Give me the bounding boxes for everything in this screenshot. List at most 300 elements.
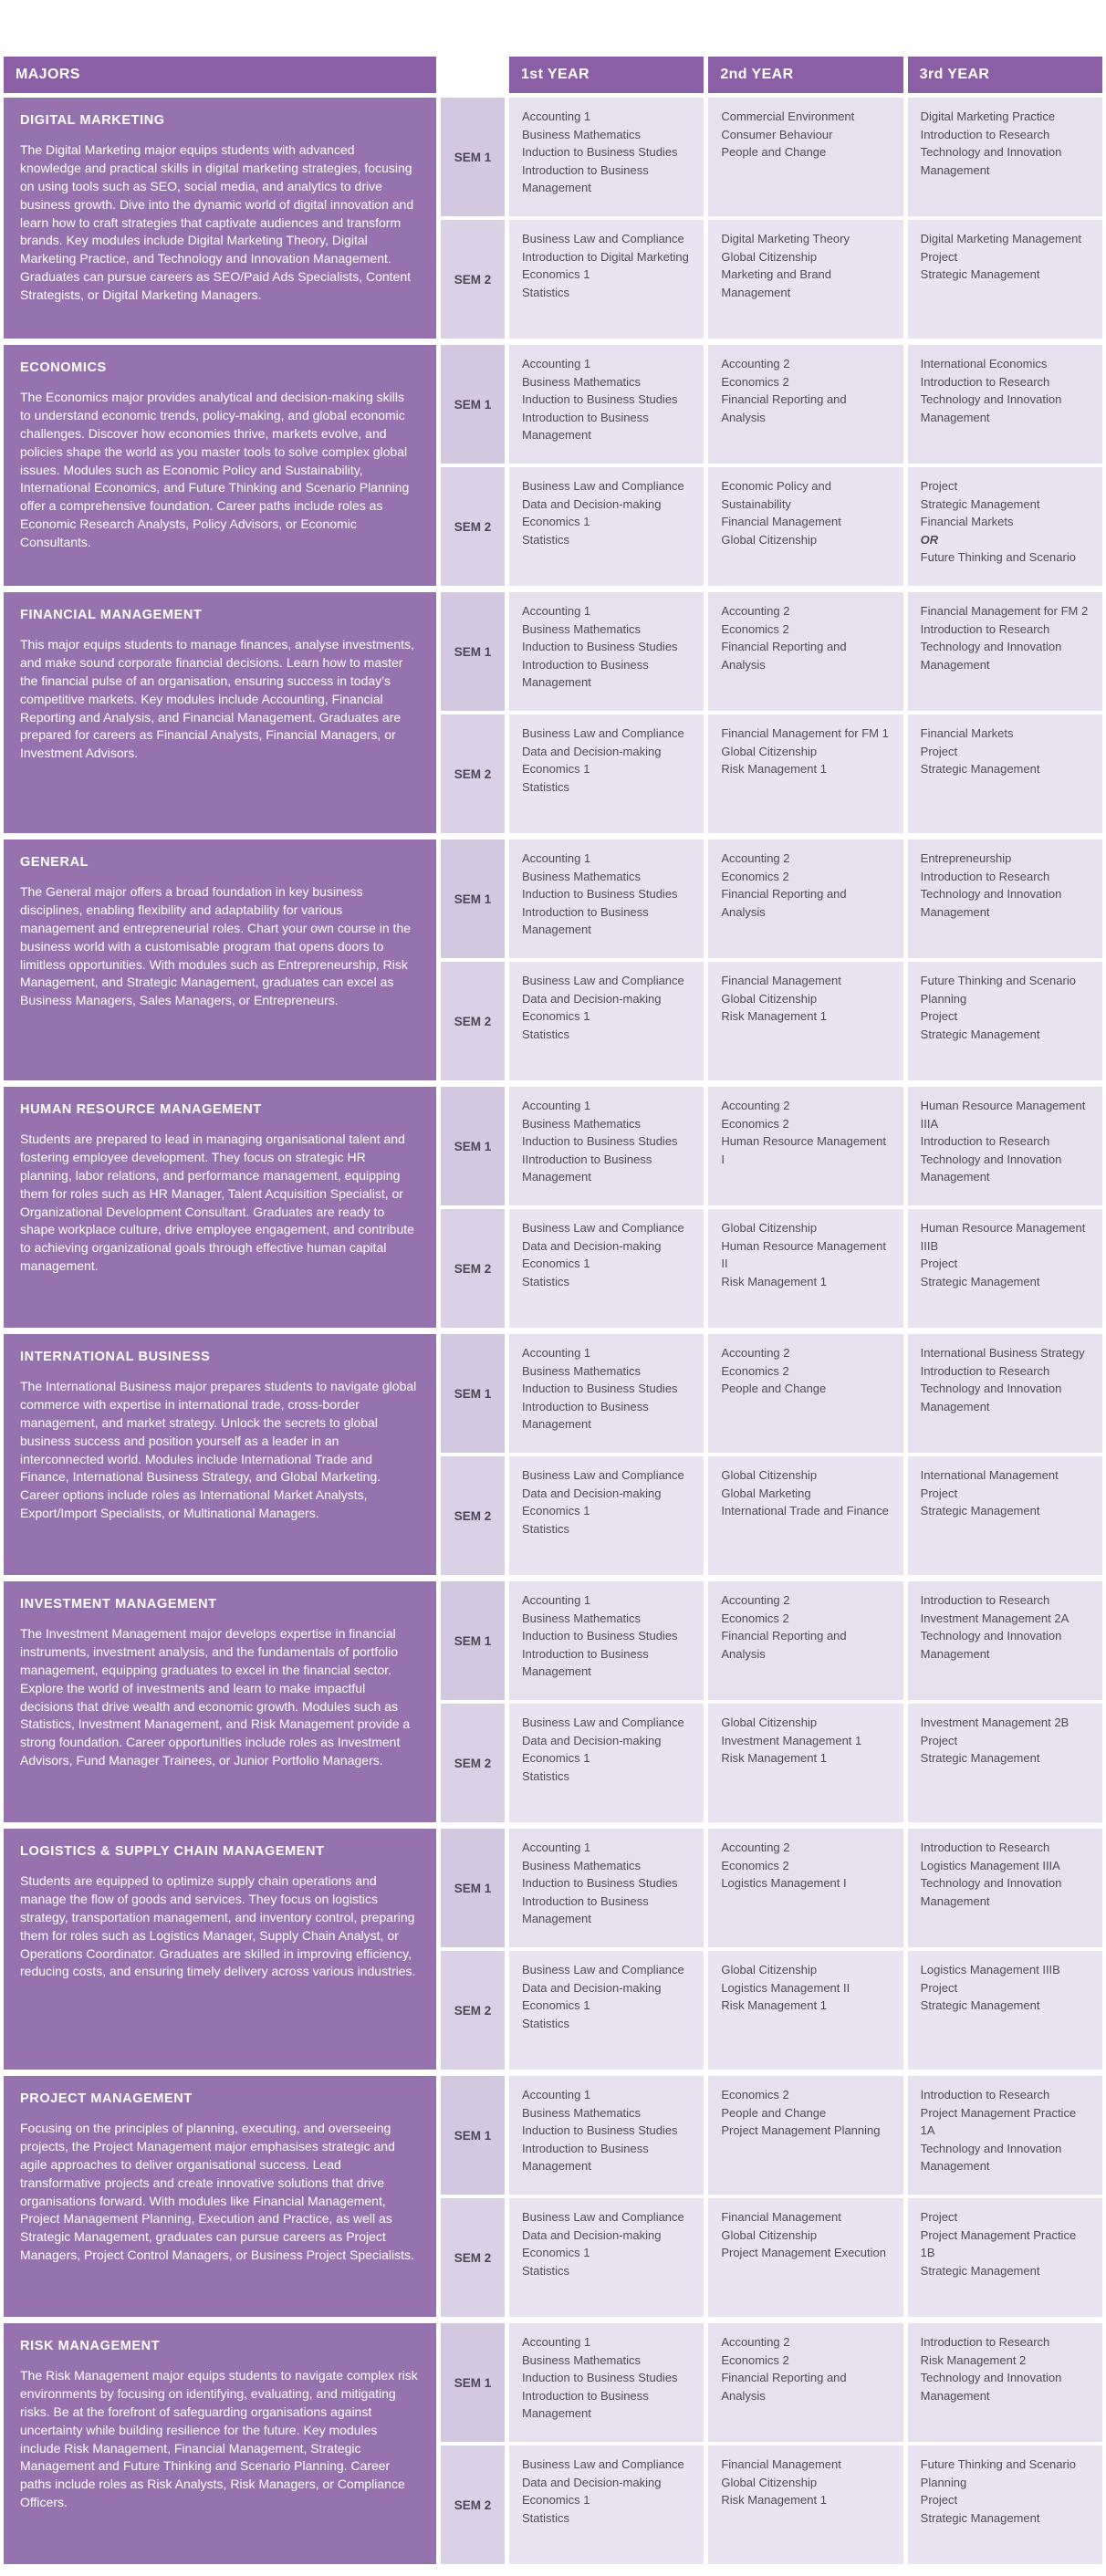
or-divider: OR	[920, 532, 939, 547]
module-item: Technology and Innovation Management	[920, 2141, 1062, 2173]
sem2-year2-modules	[708, 962, 903, 1080]
sem2-cell	[441, 1951, 505, 2070]
sem2-year2-modules	[708, 2446, 903, 2564]
major-title: FINANCIAL MANAGEMENT	[20, 608, 203, 622]
sem1-year3-modules	[908, 1829, 1102, 1947]
major-description-cell	[4, 1334, 436, 1575]
module-item: Induction to Business Studies	[522, 392, 678, 406]
sem2-year2-modules	[708, 1951, 903, 2070]
module-item: Global Citizenship	[721, 1716, 818, 1729]
module-item: Logistics Management IIIB	[920, 1963, 1060, 1976]
sem2-year3-modules	[908, 1209, 1102, 1328]
module-item: Accounting 1	[522, 1346, 591, 1360]
module-item: Future Thinking and Scenario Planning	[920, 974, 1076, 1006]
sem1-year2-modules	[708, 1829, 903, 1947]
sem2-cell	[441, 1704, 505, 1822]
module-item: Risk Management 1	[721, 1009, 827, 1023]
module-item: Induction to Business Studies	[522, 640, 678, 653]
sem1-label: SEM 1	[454, 2375, 492, 2390]
module-item: Business Law and Compliance	[522, 2457, 684, 2471]
sem2-year3-modules	[908, 2198, 1102, 2317]
module-item: Risk Management 2	[920, 2352, 1027, 2367]
sem2-year2-modules	[708, 1456, 903, 1575]
sem1-year3-modules	[908, 1087, 1102, 1205]
table-header	[4, 57, 1102, 93]
module-item: Accounting 2	[721, 357, 790, 370]
module-item: Financial Management for FM 1	[721, 726, 889, 740]
module-item: International Economics	[920, 357, 1048, 370]
sem1-year2-modules	[708, 592, 903, 711]
module-item: Economics 1	[522, 2246, 590, 2259]
major-description: The Investment Management major develops expertise in financial instruments, investment analysis, and the fundamentals of portfolio management, equipping graduates to excel in the financial sector. Explore the world of investments and learn to make impactful decisions that drive wealth and economic growth. Modules such as Statistics, Investment Management, and Risk Management provide a strong foundation. Career opportunities include roles as Investment Advisors, Fund Manager Trainees, or Junior Portfolio Managers.	[20, 1626, 411, 1768]
sem1-label: SEM 1	[454, 2128, 492, 2143]
module-item: Global Citizenship	[721, 991, 818, 1006]
major-description: The International Business major prepares students to navigate global commerce with expertise in international trade, cross-border management, and market strategy. Unlock the secrets to global business success and position yourself as a leader in an interconnected world. Modules include International Trade and Finance, International Business Strategy, and Global Marketing. Career options include roles as International Market Analysts, Export/Import Specialists, or Multinational Managers.	[20, 1379, 417, 1521]
sem2-year3-modules	[908, 962, 1102, 1080]
sem2-cell	[441, 467, 505, 586]
sem2-year1-modules	[509, 1951, 704, 2070]
sem2-year1-modules	[509, 220, 704, 339]
module-item: People and Change	[721, 145, 827, 159]
major-row	[4, 840, 1102, 1080]
module-item: Introduction to Research	[920, 2335, 1050, 2349]
module-item: Introduction to Research	[920, 621, 1050, 636]
module-item: Financial Reporting and Analysis	[721, 640, 847, 672]
module-item: Global Citizenship	[721, 1221, 818, 1235]
sem2-year3-modules	[908, 1456, 1102, 1575]
sem1-year2-modules	[708, 2323, 903, 2442]
module-item: Technology and Innovation Management	[920, 1876, 1062, 1908]
sem1-year2-modules	[708, 2076, 903, 2195]
sem2-year2-modules	[708, 220, 903, 339]
sem1-cell	[441, 592, 505, 711]
major-title: RISK MANAGEMENT	[20, 2339, 161, 2353]
module-item: Accounting 2	[721, 604, 790, 618]
module-item: Financial Markets	[920, 726, 1014, 740]
module-item: Business Law and Compliance	[522, 726, 684, 740]
module-item: Human Resource Management II	[721, 1238, 886, 1270]
module-item: Strategic Management	[920, 1504, 1040, 1517]
module-item: Strategic Management	[920, 1751, 1040, 1765]
module-item: Strategic Management	[920, 1998, 1040, 2012]
module-item: Economics 2	[721, 374, 789, 389]
module-item: Introduction to Business Management	[522, 162, 649, 194]
sem1-label: SEM 1	[454, 1386, 492, 1401]
module-item: Introduction to Business Management	[522, 2388, 649, 2420]
module-item: Project	[920, 1733, 958, 1747]
sem1-label: SEM 1	[454, 150, 492, 164]
module-item: International Business Strategy	[920, 1346, 1085, 1360]
sem1-cell	[441, 2323, 505, 2442]
sem1-year1-modules	[509, 345, 704, 464]
module-item: Consumer Behaviour	[721, 127, 833, 141]
module-item: Economics 1	[522, 2493, 590, 2507]
module-item: Accounting 2	[721, 1593, 790, 1607]
module-item: Economics 1	[522, 1504, 590, 1517]
module-item: Business Mathematics	[522, 2105, 642, 2120]
sem2-label: SEM 2	[454, 1261, 492, 1276]
module-item: Accounting 1	[522, 110, 591, 123]
sem1-year1-modules	[509, 840, 704, 958]
sem2-year1-modules	[509, 1704, 704, 1822]
module-item: Introduction to Research	[920, 1841, 1050, 1854]
module-item: Economics 2	[721, 1363, 789, 1378]
module-item: Commercial Environment	[721, 110, 855, 123]
module-item: Data and Decision-making	[522, 1980, 662, 1995]
module-item: International Trade and Finance	[721, 1504, 889, 1517]
module-item: Accounting 2	[721, 2335, 790, 2349]
sem2-year1-modules	[509, 1456, 704, 1575]
module-item: Risk Management 1	[721, 1998, 827, 2012]
module-item: Economics 2	[721, 1858, 789, 1872]
module-item: Business Law and Compliance	[522, 974, 684, 987]
module-item: Business Mathematics	[522, 1858, 642, 1872]
module-item: Technology and Innovation Management	[920, 1629, 1062, 1661]
sem1-label: SEM 1	[454, 1881, 492, 1895]
module-item: Economics 1	[522, 1257, 590, 1270]
sem2-year3-modules	[908, 1704, 1102, 1822]
sem-header-spacer	[441, 57, 505, 93]
module-item: Accounting 1	[522, 2335, 591, 2349]
sem1-year1-modules	[509, 592, 704, 711]
sem2-label: SEM 2	[454, 2003, 492, 2018]
module-item: Business Mathematics	[522, 621, 642, 636]
sem1-year1-modules	[509, 1087, 704, 1205]
sem2-cell	[441, 2198, 505, 2317]
module-item: Global Marketing	[721, 1486, 811, 1500]
module-item: Accounting 2	[721, 1346, 790, 1360]
sem2-cell	[441, 1209, 505, 1328]
major-description: The Economics major provides analytical and decision-making skills to understand economic trends, policy-making, and global economic challenges. Discover how economies thrive, markets evolve, and policies shape the world as you master tools to solve complex global issues. Modules such as Economic Policy and Sustainability, International Economics, and Future Thinking and Scenario Planning offer a comprehensive foundation. Career paths include roles as Economic Research Analysts, Policy Advisors, or Economic Consultants.	[20, 390, 410, 549]
module-item: Accounting 1	[522, 1593, 591, 1607]
module-item: International Management	[920, 1468, 1059, 1482]
major-description-cell	[4, 1581, 436, 1822]
module-item: Project	[920, 1257, 958, 1270]
sem1-cell	[441, 1087, 505, 1205]
sem1-cell	[441, 1829, 505, 1947]
module-item: Data and Decision-making	[522, 744, 662, 758]
sem2-label: SEM 2	[454, 519, 492, 534]
sem1-cell	[441, 2076, 505, 2195]
module-item: Data and Decision-making	[522, 2475, 662, 2489]
module-item: Induction to Business Studies	[522, 1382, 678, 1395]
module-item: People and Change	[721, 1382, 827, 1395]
module-item: Introduction to Business Management	[522, 2141, 649, 2173]
module-item: Data and Decision-making	[522, 1733, 662, 1747]
module-item: Economics 1	[522, 1998, 590, 2012]
sem1-year1-modules	[509, 1334, 704, 1453]
sem1-year1-modules	[509, 2076, 704, 2195]
module-item: Data and Decision-making	[522, 1238, 662, 1253]
module-item: Project	[920, 1486, 958, 1500]
module-item: Marketing and Brand Management	[721, 267, 832, 299]
module-item: Digital Marketing Practice	[920, 110, 1056, 123]
sem1-year3-modules	[908, 592, 1102, 711]
module-item: Introduction to Research	[920, 869, 1050, 883]
major-row	[4, 592, 1102, 833]
module-item: Strategic Management	[920, 2510, 1040, 2525]
major-title: HUMAN RESOURCE MANAGEMENT	[20, 1102, 262, 1117]
module-item: Introduction to Digital Marketing	[522, 249, 689, 264]
module-item: Introduction to Business Management	[522, 1646, 649, 1678]
module-item: Financial Management	[721, 515, 841, 528]
module-item: Digital Marketing Management	[920, 232, 1081, 245]
module-item: Project Management Planning	[721, 2123, 881, 2137]
major-description: The Risk Management major equips students to navigate complex risk environments by focusing on identifying, evaluating, and mitigating risks. Be at the forefront of safeguarding organisations against uncertainty while building resilience for the future. Key modules include Risk Management, Financial Management, Strategic Management and Future Thinking and Scenario Planning. Career paths include roles as Risk Analysts, Risk Managers, or Compliance Officers.	[20, 2368, 418, 2510]
module-item: Global Citizenship	[721, 744, 818, 758]
module-item: Project	[920, 2493, 958, 2507]
major-title: INVESTMENT MANAGEMENT	[20, 1597, 217, 1611]
major-row	[4, 2076, 1102, 2317]
sem1-year2-modules	[708, 1334, 903, 1453]
module-item: Business Mathematics	[522, 1363, 642, 1378]
module-item: Digital Marketing Theory	[721, 232, 850, 245]
module-item: Induction to Business Studies	[522, 145, 678, 159]
module-item: Business Law and Compliance	[522, 1221, 684, 1235]
major-description: This major equips students to manage finances, analyse investments, and make sound corporate financial decisions. Learn how to master the financial pulse of an organisation, ensuring success in today’s competitive markets. Key modules include Accounting, Financial Reporting and Analysis, and Financial Management. Graduates are prepared for careers as Financial Analysts, Financial Managers, or Investment Advisors.	[20, 637, 414, 761]
majors-header-cell: MAJORS	[4, 57, 436, 93]
sem1-year3-modules	[908, 1581, 1102, 1700]
sem1-cell	[441, 1334, 505, 1453]
sem1-year2-modules	[708, 1581, 903, 1700]
sem2-year1-modules	[509, 2198, 704, 2317]
module-item: Investment Management 2B	[920, 1716, 1069, 1729]
module-item: Human Resource Management IIIA	[920, 1099, 1086, 1131]
module-item: Logistics Management I	[721, 1876, 847, 1890]
module-item: Technology and Innovation Management	[920, 2371, 1062, 2403]
sem2-label: SEM 2	[454, 2498, 492, 2512]
module-item: Accounting 1	[522, 1099, 591, 1112]
module-item: Financial Reporting and Analysis	[721, 392, 847, 424]
module-item: Data and Decision-making	[522, 2227, 662, 2242]
major-description: Students are prepared to lead in managing organisational talent and fostering employee development. They focus on strategic HR planning, labor relations, and performance management, equipping them for roles such as HR Manager, Talent Acquisition Specialist, or Organizational Development Consultant. Graduates are ready to shape workplace culture, drive employee engagement, and contribute to achieving organizational goals through effective human capital management.	[20, 1132, 414, 1274]
module-item: Business Law and Compliance	[522, 1468, 684, 1482]
module-item: Strategic Management	[920, 1274, 1040, 1288]
sem2-cell	[441, 714, 505, 833]
major-description: The Digital Marketing major equips students with advanced knowledge and practical skills in digital marketing strategies, focusing on using tools such as SEO, social media, and analytics to drive business growth. Dive into the dynamic world of digital innovation and learn how to craft strategies that captivate audiences and transform brands. Key modules include Digital Marketing Theory, Digital Marketing Practice, and Technology and Innovation Management. Graduates can pursue careers as SEO/Paid Ads Specialists, Content Strategists, or Digital Marketing Managers.	[20, 142, 414, 302]
module-item: Project Management Practice 1A	[920, 2105, 1077, 2137]
module-item: Accounting 2	[721, 851, 790, 865]
module-item: Data and Decision-making	[522, 496, 662, 511]
module-item: Project	[920, 2210, 958, 2224]
module-item: Technology and Innovation Management	[920, 1382, 1062, 1413]
module-item: Statistics	[522, 779, 570, 794]
module-item: Introduction to Research	[920, 2088, 1050, 2101]
major-title: LOGISTICS & SUPPLY CHAIN MANAGEMENT	[20, 1844, 325, 1859]
major-row	[4, 345, 1102, 586]
module-item: Global Citizenship	[721, 2227, 818, 2242]
module-item: Introduction to Business Management	[522, 410, 649, 442]
module-item: Economics 1	[522, 1009, 590, 1023]
module-item: Economics 2	[721, 1611, 789, 1625]
module-item: Business Mathematics	[522, 1116, 642, 1131]
year2-header-cell: 2nd YEAR	[708, 57, 903, 93]
module-item: Financial Reporting and Analysis	[721, 2371, 847, 2403]
module-item: Economics 1	[522, 515, 590, 528]
sem2-cell	[441, 220, 505, 339]
module-item: Economics 2	[721, 869, 789, 883]
module-item: Statistics	[522, 2263, 570, 2278]
module-item: Technology and Innovation Management	[920, 145, 1062, 177]
module-item: Statistics	[522, 1027, 570, 1041]
sem1-year3-modules	[908, 840, 1102, 958]
major-title: GENERAL	[20, 855, 89, 870]
major-description-cell	[4, 592, 436, 833]
sem2-year1-modules	[509, 467, 704, 586]
module-item: Strategic Management	[920, 1027, 1040, 1041]
sem2-cell	[441, 962, 505, 1080]
major-row	[4, 98, 1102, 339]
major-description-cell	[4, 345, 436, 586]
module-item: Economics 1	[522, 762, 590, 776]
module-item: Economics 1	[522, 1751, 590, 1765]
module-item: Accounting 1	[522, 604, 591, 618]
major-title: DIGITAL MARKETING	[20, 113, 165, 128]
year1-header-cell: 1st YEAR	[509, 57, 704, 93]
module-item: Statistics	[522, 532, 570, 547]
module-item: Accounting 1	[522, 851, 591, 865]
year3-header-cell: 3rd YEAR	[908, 57, 1102, 93]
module-item: Risk Management 1	[721, 762, 827, 776]
module-item: Project	[920, 1980, 958, 1995]
major-row	[4, 1581, 1102, 1822]
module-item: Future Thinking and Scenario	[920, 550, 1076, 564]
sem1-cell	[441, 840, 505, 958]
module-item: Project Management Execution	[721, 2246, 886, 2259]
sem2-year2-modules	[708, 1209, 903, 1328]
module-item: Business Mathematics	[522, 127, 642, 141]
module-item: Financial Management	[721, 2457, 841, 2471]
major-description: Focusing on the principles of planning, executing, and overseeing projects, the Project Management major emphasises strategic and agile approaches to deliver organisational success. Lead transformative projects and create innovative solutions that drive organisations forward. With modules like Financial Management, Project Management Planning, Execution and Practice, as well as Strategic Management, graduates can pursue careers as Project Managers, Project Control Managers, or Business Project Specialists.	[20, 2121, 414, 2263]
major-row	[4, 1334, 1102, 1575]
module-item: Business Law and Compliance	[522, 2210, 684, 2224]
major-description: The General major offers a broad foundation in key business disciplines, enabling flexibility and adaptability for various management and entrepreneurial roles. Chart your own course in the business world with a customisable program that opens doors to limitless opportunities. With modules such as Entrepreneurship, Risk Management, and Strategic Management, graduates can excel as Business Managers, Sales Managers, or Entrepreneurs.	[20, 884, 412, 1008]
module-item: Introduction to Business Management	[522, 657, 649, 689]
module-item: Induction to Business Studies	[522, 2123, 678, 2137]
module-item: Technology and Innovation Management	[920, 392, 1062, 424]
sem2-year1-modules	[509, 962, 704, 1080]
sem1-year2-modules	[708, 840, 903, 958]
sem1-year2-modules	[708, 1087, 903, 1205]
module-item: Introduction to Business Management	[522, 1893, 649, 1925]
module-item: Accounting 2	[721, 1841, 790, 1854]
module-item: Financial Management for FM 2	[920, 604, 1089, 618]
sem1-year3-modules	[908, 2323, 1102, 2442]
module-item: Introduction to Research	[920, 1593, 1050, 1607]
sem2-label: SEM 2	[454, 1014, 492, 1028]
module-item: Investment Management 2A	[920, 1611, 1069, 1625]
major-description-cell	[4, 1829, 436, 2070]
module-item: Project	[920, 249, 958, 264]
module-item: Economics 2	[721, 2088, 789, 2101]
majors-body	[4, 98, 1102, 2564]
sem2-label: SEM 2	[454, 272, 492, 287]
module-item: Statistics	[522, 285, 570, 299]
module-item: Introduction to Research	[920, 127, 1050, 141]
module-item: Global Citizenship	[721, 1963, 818, 1976]
module-item: Business Law and Compliance	[522, 232, 684, 245]
sem2-year2-modules	[708, 1704, 903, 1822]
module-item: Accounting 2	[721, 1099, 790, 1112]
module-item: Induction to Business Studies	[522, 2371, 678, 2384]
module-item: Statistics	[522, 1521, 570, 1536]
sem2-year3-modules	[908, 2446, 1102, 2564]
sem1-year2-modules	[708, 345, 903, 464]
sem2-label: SEM 2	[454, 1508, 492, 1523]
sem1-label: SEM 1	[454, 644, 492, 659]
module-item: Accounting 1	[522, 357, 591, 370]
sem1-label: SEM 1	[454, 1633, 492, 1648]
module-item: Introduction to Research	[920, 374, 1050, 389]
major-row	[4, 2323, 1102, 2564]
module-item: Statistics	[522, 2510, 570, 2525]
major-title: ECONOMICS	[20, 360, 107, 375]
module-item: Economics 2	[721, 621, 789, 636]
module-item: Future Thinking and Scenario Planning	[920, 2457, 1076, 2489]
major-description-cell	[4, 2076, 436, 2317]
sem2-year2-modules	[708, 467, 903, 586]
major-description-cell	[4, 2323, 436, 2564]
sem1-label: SEM 1	[454, 892, 492, 906]
module-item: IIntroduction to Business Management	[522, 1152, 652, 1184]
sem2-year1-modules	[509, 2446, 704, 2564]
sem1-cell	[441, 345, 505, 464]
sem2-year2-modules	[708, 714, 903, 833]
module-item: Introduction to Research	[920, 1363, 1050, 1378]
module-item: Business Law and Compliance	[522, 1716, 684, 1729]
major-description-cell	[4, 840, 436, 1080]
module-item: Strategic Management	[920, 2263, 1040, 2278]
sem1-year3-modules	[908, 98, 1102, 216]
module-item: Economics 2	[721, 2352, 789, 2367]
sem1-year1-modules	[509, 98, 704, 216]
sem1-year3-modules	[908, 1334, 1102, 1453]
module-item: Global Citizenship	[721, 532, 818, 547]
sem2-label: SEM 2	[454, 1756, 492, 1770]
module-item: Introduction to Business Management	[522, 1399, 649, 1431]
major-description-cell	[4, 1087, 436, 1328]
module-item: Financial Reporting and Analysis	[721, 887, 847, 919]
sem2-year3-modules	[908, 467, 1102, 586]
sem2-label: SEM 2	[454, 2250, 492, 2265]
module-item: Induction to Business Studies	[522, 1629, 678, 1643]
module-item: Risk Management 1	[721, 1274, 827, 1288]
module-item: Global Citizenship	[721, 1468, 818, 1482]
sem1-year3-modules	[908, 345, 1102, 464]
module-item: Business Law and Compliance	[522, 1963, 684, 1976]
module-item: Technology and Innovation Management	[920, 1152, 1062, 1184]
module-item: Data and Decision-making	[522, 1486, 662, 1500]
module-item: Global Citizenship	[721, 2475, 818, 2489]
module-item: Statistics	[522, 1274, 570, 1288]
module-item: Financial Markets	[920, 515, 1014, 528]
module-item: Economics 2	[721, 1116, 789, 1131]
module-item: Induction to Business Studies	[522, 887, 678, 901]
sem1-year1-modules	[509, 2323, 704, 2442]
module-item: Financial Management	[721, 974, 841, 987]
major-row	[4, 1829, 1102, 2070]
module-item: Technology and Innovation Management	[920, 887, 1062, 919]
module-item: Economic Policy and Sustainability	[721, 479, 831, 511]
sem1-cell	[441, 1581, 505, 1700]
module-item: Business Mathematics	[522, 374, 642, 389]
sem2-cell	[441, 1456, 505, 1575]
module-item: Project	[920, 1009, 958, 1023]
module-item: Human Resource Management I	[721, 1134, 886, 1166]
major-title: PROJECT MANAGEMENT	[20, 2091, 193, 2106]
module-item: Business Mathematics	[522, 2352, 642, 2367]
module-item: People and Change	[721, 2105, 827, 2120]
